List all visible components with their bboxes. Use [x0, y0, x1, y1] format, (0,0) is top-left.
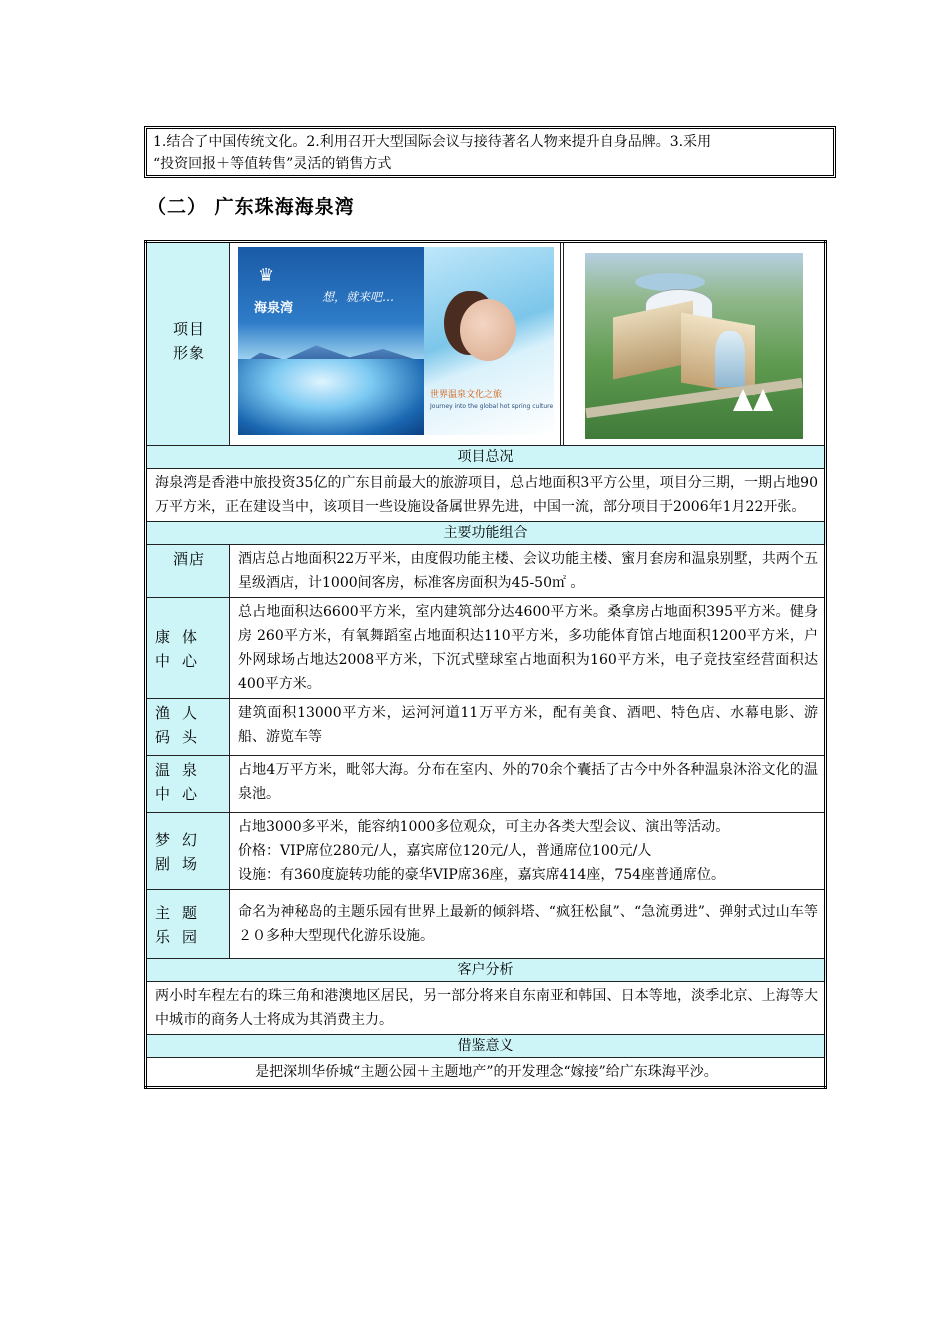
function-label: 梦幻剧场: [146, 813, 230, 890]
function-text: 建筑面积13000平方米，运河河道11万平方米，配有美食、酒吧、特色店、水幕电影、游船、游览车等: [230, 699, 826, 756]
function-row-fitness: [146, 598, 826, 699]
slogan: 想，就来吧…: [322, 290, 395, 304]
project-image-row: [146, 242, 826, 446]
summary-box: [144, 126, 836, 178]
hot-spring-brochure-image: [238, 247, 554, 435]
project-images-cell: [230, 242, 826, 446]
project-image-label: [146, 242, 230, 446]
customers-text: 两小时车程左右的珠三角和港澳地区居民，另一部分将来自东南亚和韩国、日本等地，淡季北京、上海等大中城市的商务人士将成为其消费主力。: [146, 982, 826, 1035]
resort-aerial-image: [585, 253, 803, 439]
woman-face: [460, 299, 516, 361]
theater-text-2: 价格：VIP席位280元/人，嘉宾席位120元/人，普通席位100元/人: [238, 843, 652, 859]
function-label: 酒店: [146, 545, 230, 598]
hot-spring-pool: [238, 359, 424, 435]
culture-caption: 世界温泉文化之旅: [430, 390, 503, 400]
project-table: [144, 240, 827, 1089]
function-label: 主题乐园: [146, 890, 230, 959]
function-text: 酒店总占地面积22万平米，由度假功能主楼、会议功能主楼、蜜月套房和温泉别墅，共两个五星级酒店，计1000间客房，标准客房面积为45-50㎡ 。: [230, 545, 826, 598]
label-line: 形象: [172, 344, 205, 362]
image-divider: [563, 243, 564, 445]
culture-caption-en: Journey into the global hot spring culture: [430, 403, 554, 410]
summary-line-1: 1.结合了中国传统文化。2.利用召开大型国际会议与接待著名人物来提升自身品牌。3.采用: [153, 134, 712, 150]
function-label: 渔人码头: [146, 699, 230, 756]
theater-text-1: 占地3000多平米，能容纳1000多位观众，可主办各类大型会议、演出等活动。: [238, 819, 730, 835]
overview-text: 海泉湾是香港中旅投资35亿的广东目前最大的旅游项目，总占地面积3平方公里，项目分三期，一期占地90万平方米，正在建设当中，该项目一些设施设备属世界先进，中国一流，部分项目于2006年1月22开张。: [146, 469, 826, 522]
function-text: [230, 813, 826, 890]
function-text: 命名为神秘岛的主题乐园有世界上最新的倾斜塔、“疯狂松鼠”、“急流勇进”、弹射式过山车等２０多种大型现代化游乐设施。: [230, 890, 826, 959]
function-text: 占地4万平方米，毗邻大海。分布在室内、外的70余个囊括了古今中外各种温泉沐浴文化的温泉池。: [230, 756, 826, 813]
function-label: 温泉中心: [146, 756, 230, 813]
function-row-park: [146, 890, 826, 959]
functions-header: 主要功能组合: [146, 522, 826, 545]
function-row-spring: [146, 756, 826, 813]
function-label: 康体中心: [146, 598, 230, 699]
crown-icon: ♛: [258, 265, 275, 286]
function-row-wharf: [146, 699, 826, 756]
function-row-hotel: [146, 545, 826, 598]
summary-line-2: “投资回报＋等值转售”灵活的销售方式: [153, 156, 392, 172]
glass-tower: [715, 331, 745, 387]
theater-text-3: 设施：有360度旋转功能的豪华VIP席36座，嘉宾席414座，754座普通席位。: [238, 867, 726, 883]
customers-header: 客户分析: [146, 959, 826, 982]
reference-text: 是把深圳华侨城“主题公园＋主题地产”的开发理念“嫁接”给广东珠海平沙。: [146, 1058, 826, 1088]
function-text: 总占地面积达6600平方米，室内建筑部分达4600平方米。桑拿房占地面积395平方米。健身房 260平方米，有氧舞蹈室占地面积达110平方米，多功能体育馆占地面积1200平方米，户外网球场占地达2008平方米，下沉式壁球室占地面积为160平方米，电子竞技室经营面积达400平方米。: [230, 598, 826, 699]
label-line: 项目: [172, 320, 205, 338]
function-row-theater: [146, 813, 826, 890]
reference-header: 借鉴意义: [146, 1035, 826, 1058]
overview-header: 项目总况: [146, 446, 826, 469]
logo-text: 海泉湾: [254, 301, 294, 316]
lake: [635, 273, 705, 291]
section-title: （二） 广东珠海海泉湾: [147, 196, 355, 218]
image-divider: [560, 243, 561, 445]
